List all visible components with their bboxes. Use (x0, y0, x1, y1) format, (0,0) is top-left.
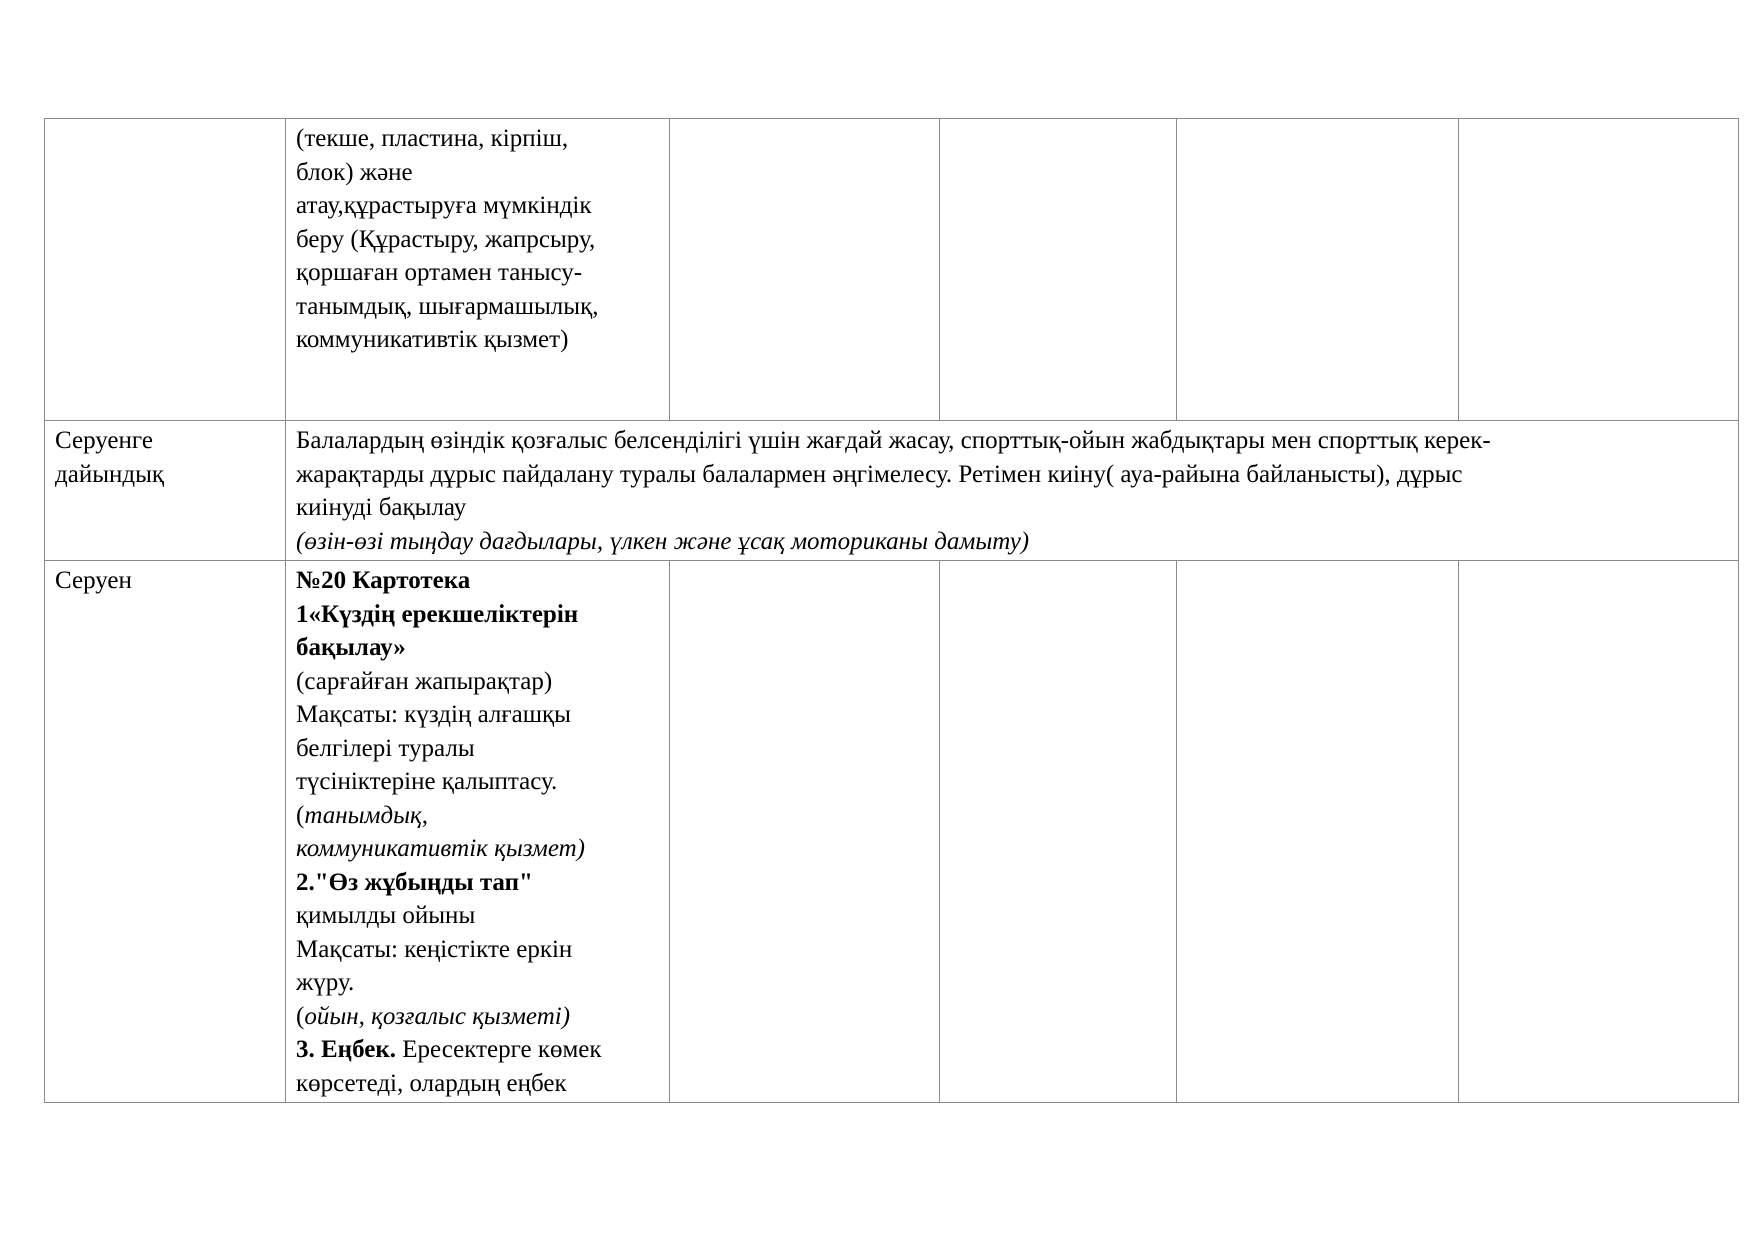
empty-cell (1177, 119, 1459, 421)
row-label-line: Серуенге (55, 427, 153, 454)
text-line: атау,құрастыруға мүмкіндік (296, 192, 592, 219)
item1-goal: түсініктеріне қалыптасу. (296, 768, 558, 795)
activity-cell (286, 119, 670, 421)
row-label-cell (45, 119, 286, 421)
text-line: жарақтарды дұрыс пайдалану туралы балалармен әңгімелесу. Ретімен киіну( ауа-райына байланысты), дұрыс (296, 460, 1463, 488)
italic-note: (өзін-өзі тыңдау дағдылары, үлкен және ұсақ моториканы дамыту) (296, 527, 1030, 555)
item1-goal: белгілері туралы (296, 734, 475, 762)
item1-activity: (танымдық, (296, 801, 428, 829)
text-line: коммуникативтік қызмет) (296, 326, 569, 353)
card-heading: №20 Картотека (296, 567, 471, 594)
item2-activity: (ойын, қозғалыс қызметі) (296, 1002, 571, 1030)
row-label: Серуен (55, 567, 132, 594)
activity-cell (286, 561, 670, 1103)
text-line: Балалардың өзіндік қозғалыс белсенділігі үшін жағдай жасау, спорттық-ойын жабдықтары мен спорттық керек- (296, 427, 1491, 454)
item1-activity: коммуникативтік қызмет) (296, 835, 585, 862)
text-line: танымдық, шығармашылық, (296, 292, 599, 320)
item1-title: 1«Күздің ерекшеліктерін (296, 600, 579, 628)
table-row (45, 561, 1739, 1103)
item2-goal: Мақсаты: кеңістікте еркін (296, 935, 573, 963)
row-label-line: дайындық (55, 460, 165, 488)
text-line: қоршаған ортамен танысу- (296, 259, 583, 286)
text-line: блок) және (296, 158, 413, 186)
item2-goal: жүру. (296, 969, 355, 996)
empty-cell (940, 119, 1177, 421)
daily-plan-table (44, 118, 1739, 1103)
text-line: (текше, пластина, кірпіш, (296, 125, 569, 152)
text-line: беру (Құрастыру, жапрсыру, (296, 225, 596, 253)
empty-cell (1177, 561, 1459, 1103)
item1-goal: Мақсаты: күздің алғашқы (296, 701, 571, 728)
item2-title: 2."Өз жұбыңды тап" (296, 868, 533, 896)
item1-sub: (сарғайған жапырақтар) (296, 667, 553, 695)
item3-cont: көрсетеді, олардың еңбек (296, 1069, 567, 1097)
merged-activity-cell (286, 421, 1739, 561)
row-label-cell (45, 561, 286, 1103)
empty-cell (670, 119, 940, 421)
empty-cell (1459, 561, 1739, 1103)
table-row (45, 119, 1739, 421)
empty-cell (1459, 119, 1739, 421)
item3: 3. Еңбек. Ересектерге көмек (296, 1036, 602, 1063)
empty-cell (670, 561, 940, 1103)
row-label-cell (45, 421, 286, 561)
item1-title: бақылау» (296, 634, 406, 661)
empty-cell (940, 561, 1177, 1103)
table-row (45, 421, 1739, 561)
item2-sub: қимылды ойыны (296, 902, 476, 929)
text-line: киінуді бақылау (296, 494, 467, 521)
